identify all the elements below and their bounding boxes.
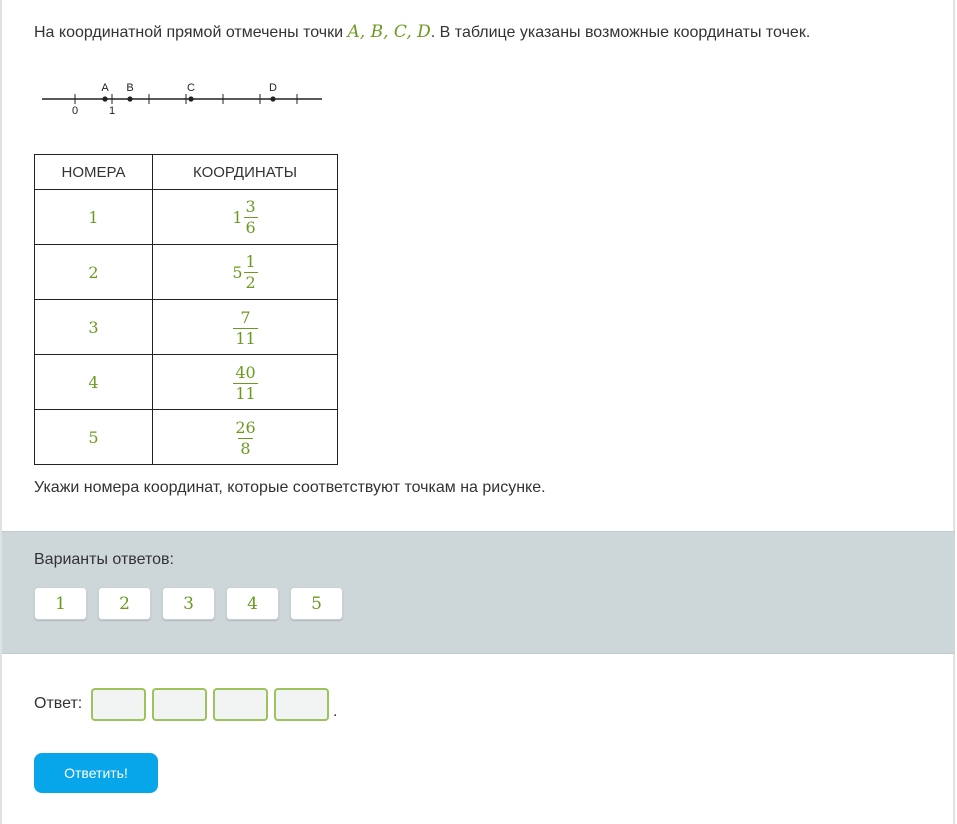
fraction (244, 196, 258, 237)
fraction-denominator: 2 (245, 272, 256, 292)
row-coordinate (153, 300, 338, 355)
fraction-denominator: 6 (245, 217, 256, 237)
fraction-whole: 5 (232, 262, 243, 282)
tick-label-zero: 0 (71, 105, 79, 117)
table-row (35, 190, 338, 245)
option-1[interactable]: 1 (34, 587, 87, 620)
point-b-label: B (370, 22, 384, 42)
row-coordinate (153, 190, 338, 245)
fraction-numerator: 40 (235, 362, 256, 382)
fraction-numerator: 3 (245, 196, 256, 216)
point-b-marker-label: B (126, 82, 134, 94)
fraction (233, 417, 257, 458)
table-row (35, 355, 338, 410)
fraction-denominator: 11 (235, 328, 256, 348)
answer-period: . (333, 703, 338, 720)
question-text: На координатной прямой отмечены точки A, B, C, D. В таблице указаны возможные координаты точек. (34, 22, 811, 42)
answer-label: Ответ: (34, 695, 83, 712)
fraction-numerator: 26 (235, 417, 256, 437)
option-3[interactable]: 3 (162, 587, 215, 620)
fraction-numerator: 7 (240, 307, 251, 327)
coordinates-table (34, 154, 338, 465)
point-b (127, 96, 132, 101)
point-a-label: A (347, 22, 360, 42)
row-number: 3 (35, 300, 153, 355)
answer-slot-d[interactable] (274, 688, 329, 721)
row-number: 2 (35, 245, 153, 300)
fraction (244, 251, 258, 292)
table-row (35, 410, 338, 465)
fraction-denominator: 8 (240, 438, 251, 458)
point-d-marker-label: D (269, 82, 277, 94)
submit-button[interactable]: Ответить! (34, 753, 158, 793)
option-2[interactable]: 2 (98, 587, 151, 620)
number-line (34, 74, 334, 122)
point-d-label: D (417, 22, 431, 42)
answer-slot-a[interactable] (91, 688, 146, 721)
point-a (102, 96, 107, 101)
fraction-denominator: 11 (235, 383, 256, 403)
row-coordinate (153, 410, 338, 465)
point-c-marker-label: C (187, 82, 195, 94)
header-coordinates: КООРДИНАТЫ (153, 155, 338, 190)
answer-slot-c[interactable] (213, 688, 268, 721)
point-a-marker-label: A (101, 82, 109, 94)
point-d (270, 96, 275, 101)
option-5[interactable]: 5 (290, 587, 343, 620)
row-coordinate (153, 355, 338, 410)
answer-options (34, 587, 343, 620)
table-header-row (35, 155, 338, 190)
tick-label-one: 1 (108, 105, 116, 117)
answer-slots (91, 688, 337, 721)
row-coordinate (153, 245, 338, 300)
option-4[interactable]: 4 (226, 587, 279, 620)
row-number: 5 (35, 410, 153, 465)
answer-slot-b[interactable] (152, 688, 207, 721)
table-row (35, 245, 338, 300)
question-prefix: На координатной прямой отмечены точки (34, 24, 348, 41)
answer-options-panel (2, 531, 955, 654)
instruction-text: Укажи номера координат, которые соответствуют точкам на рисунке. (34, 479, 546, 496)
table-row (35, 300, 338, 355)
row-number: 1 (35, 190, 153, 245)
fraction (233, 307, 257, 348)
fraction-whole: 1 (232, 207, 243, 227)
point-c-label: C (393, 22, 407, 42)
question-suffix: . В таблице указаны возможные координаты точек. (430, 24, 811, 41)
row-number: 4 (35, 355, 153, 410)
fraction-numerator: 1 (245, 251, 256, 271)
options-title: Варианты ответов: (34, 551, 174, 568)
fraction (233, 362, 257, 403)
header-numbers: НОМЕРА (35, 155, 153, 190)
point-c (188, 96, 193, 101)
